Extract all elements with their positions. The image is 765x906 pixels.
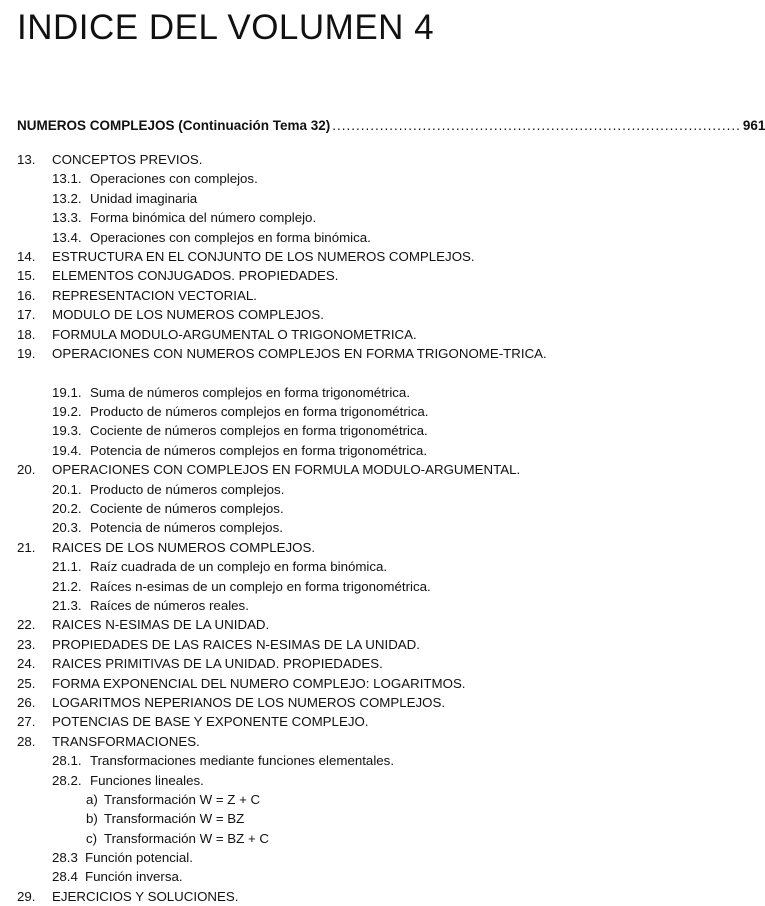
toc-entry: [0, 266, 600, 285]
entry-number: 19.1.: [52, 384, 82, 400]
toc-entry: [0, 654, 600, 673]
entry-number: 28.4: [52, 869, 78, 885]
toc-subentry: [0, 208, 600, 227]
toc-entry: [0, 635, 600, 654]
toc-subentry: [0, 518, 600, 537]
entry-text: Raíz cuadrada de un complejo en forma binómica.: [90, 559, 388, 575]
entry-number: 21.: [17, 539, 36, 555]
entry-number: 14.: [17, 248, 36, 264]
entry-number: 24.: [17, 656, 36, 672]
entry-number: 27.: [17, 714, 36, 730]
leader-dots: ......................................................................................: [332, 118, 741, 133]
entry-text: RAICES N-ESIMAS DE LA UNIDAD.: [52, 617, 270, 633]
toc-entry: [0, 538, 600, 557]
entry-text: ESTRUCTURA EN EL CONJUNTO DE LOS NUMEROS COMPLEJOS.: [52, 248, 475, 264]
entry-text: Transformación W = BZ + C: [104, 830, 270, 846]
entry-text: Operaciones con complejos en forma binómica.: [90, 229, 371, 245]
entry-number: 19.2.: [52, 404, 82, 420]
toc-headline: [17, 118, 765, 133]
entry-number: 13.4.: [52, 229, 82, 245]
entry-text: Operaciones con complejos.: [90, 171, 258, 187]
toc-subsubentry: [0, 790, 600, 809]
entry-text: Potencia de números complejos.: [90, 520, 283, 536]
entry-number: 13.2.: [52, 190, 82, 206]
toc-entry: [0, 150, 600, 169]
entry-text: ELEMENTOS CONJUGADOS. PROPIEDADES.: [52, 268, 339, 284]
entry-number: 17.: [17, 307, 36, 323]
toc-entry: [0, 732, 600, 751]
entry-number: 19.3.: [52, 423, 82, 439]
entry-text: Producto de números complejos.: [90, 481, 285, 497]
entry-text: PROPIEDADES DE LAS RAICES N-ESIMAS DE LA UNIDAD.: [52, 636, 420, 652]
entry-text: REPRESENTACION VECTORIAL.: [52, 287, 257, 303]
page-title: INDICE DEL VOLUMEN 4: [17, 8, 435, 47]
entry-number: 21.2.: [52, 578, 82, 594]
toc-subentry: [0, 577, 600, 596]
entry-number: 20.: [17, 462, 36, 478]
toc-entry: [0, 615, 600, 634]
entry-text: Transformación W = Z + C: [104, 791, 261, 807]
entry-number: 29.: [17, 888, 36, 904]
entry-text: OPERACIONES CON NUMEROS COMPLEJOS EN FORMA TRIGONOME-TRICA.: [52, 345, 547, 361]
entry-text: Unidad imaginaria: [90, 190, 198, 206]
toc-entry: [0, 460, 600, 479]
entry-number: 15.: [17, 268, 36, 284]
toc-subentry: [0, 228, 600, 247]
toc-subentry: [0, 596, 600, 615]
entry-text: Transformación W = BZ: [104, 811, 245, 827]
toc-subentry: [0, 441, 600, 460]
entry-number: 23.: [17, 636, 36, 652]
toc-subentry: [0, 751, 600, 770]
entry-number: 28.2.: [52, 772, 82, 788]
entry-text: Cociente de números complejos.: [90, 501, 284, 517]
entry-text: MODULO DE LOS NUMEROS COMPLEJOS.: [52, 307, 324, 323]
entry-text: Forma binómica del número complejo.: [90, 210, 317, 226]
headline-text: NUMEROS COMPLEJOS (Continuación Tema 32): [17, 118, 331, 133]
entry-number: 21.3.: [52, 598, 82, 613]
entry-number: 20.2.: [52, 501, 82, 517]
toc-entry: [0, 674, 600, 693]
entry-number: 28.3: [52, 850, 78, 866]
entry-number: 28.1.: [52, 753, 82, 769]
entry-number: 19.: [17, 345, 36, 361]
toc-subentry: [0, 848, 600, 867]
entry-text: POTENCIAS DE BASE Y EXPONENTE COMPLEJO.: [52, 714, 369, 730]
entry-number: 28.: [17, 733, 36, 749]
entry-number: 19.4.: [52, 442, 82, 458]
entry-number: 18.: [17, 326, 36, 342]
toc-subentry: [0, 867, 600, 886]
toc-subsubentry: [0, 829, 600, 848]
entry-text: Transformaciones mediante funciones elementales.: [90, 753, 395, 769]
entry-text: TRANSFORMACIONES.: [52, 733, 200, 749]
entry-number: b): [86, 811, 98, 827]
entry-text: Función inversa.: [85, 869, 183, 885]
toc-subentry: [0, 402, 600, 421]
toc-subentry: [0, 383, 600, 402]
entry-number: 20.3.: [52, 520, 82, 536]
entry-text: Suma de números complejos en forma trigonométrica.: [90, 384, 411, 400]
toc-entry: [0, 693, 600, 712]
entry-number: 26.: [17, 694, 36, 710]
toc-subentry: [0, 480, 600, 499]
toc-list: [0, 150, 600, 906]
toc-subentry: [0, 189, 600, 208]
entry-number: 13.1.: [52, 171, 82, 187]
entry-number: 22.: [17, 617, 36, 633]
entry-number: c): [86, 830, 98, 846]
entry-text: RAICES PRIMITIVAS DE LA UNIDAD. PROPIEDADES.: [52, 656, 383, 672]
toc-subsubentry: [0, 809, 600, 828]
entry-number: 13.3.: [52, 210, 82, 226]
toc-subentry: [0, 421, 600, 440]
entry-number: 16.: [17, 287, 36, 303]
entry-text: FORMA EXPONENCIAL DEL NUMERO COMPLEJO: LOGARITMOS.: [52, 675, 466, 691]
entry-text: CONCEPTOS PREVIOS.: [52, 152, 203, 167]
entry-text: LOGARITMOS NEPERIANOS DE LOS NUMEROS COMPLEJOS.: [52, 694, 446, 710]
toc-subentry: [0, 169, 600, 188]
toc-entry: [0, 344, 600, 383]
entry-text: RAICES DE LOS NUMEROS COMPLEJOS.: [52, 539, 316, 555]
entry-text: FORMULA MODULO-ARGUMENTAL O TRIGONOMETRICA.: [52, 326, 417, 342]
toc-entry: [0, 325, 600, 344]
entry-text: Funciones lineales.: [90, 772, 204, 788]
entry-text: Raíces de números reales.: [90, 598, 249, 613]
toc-subentry: [0, 499, 600, 518]
entry-text: Cociente de números complejos en forma trigonométrica.: [90, 423, 428, 439]
entry-text: Potencia de números complejos en forma trigonométrica.: [90, 442, 428, 458]
entry-number: 13.: [17, 152, 36, 167]
entry-number: a): [86, 791, 98, 807]
toc-subentry: [0, 771, 600, 790]
toc-entry: [0, 305, 600, 324]
entry-number: 25.: [17, 675, 36, 691]
entry-text: Producto de números complejos en forma trigonométrica.: [90, 404, 429, 420]
entry-number: 21.1.: [52, 559, 82, 575]
entry-text: OPERACIONES CON COMPLEJOS EN FORMULA MODULO-ARGUMENTAL.: [52, 462, 521, 478]
entry-text: Función potencial.: [85, 850, 193, 866]
toc-entry: [0, 887, 600, 906]
headline-page-number: 961: [742, 118, 765, 133]
toc-subentry: [0, 557, 600, 576]
toc-entry: [0, 286, 600, 305]
entry-text: EJERCICIOS Y SOLUCIONES.: [52, 888, 239, 904]
entry-number: 20.1.: [52, 481, 82, 497]
entry-text: Raíces n-esimas de un complejo en forma trigonométrica.: [90, 578, 431, 594]
toc-entry: [0, 247, 600, 266]
toc-entry: [0, 712, 600, 731]
